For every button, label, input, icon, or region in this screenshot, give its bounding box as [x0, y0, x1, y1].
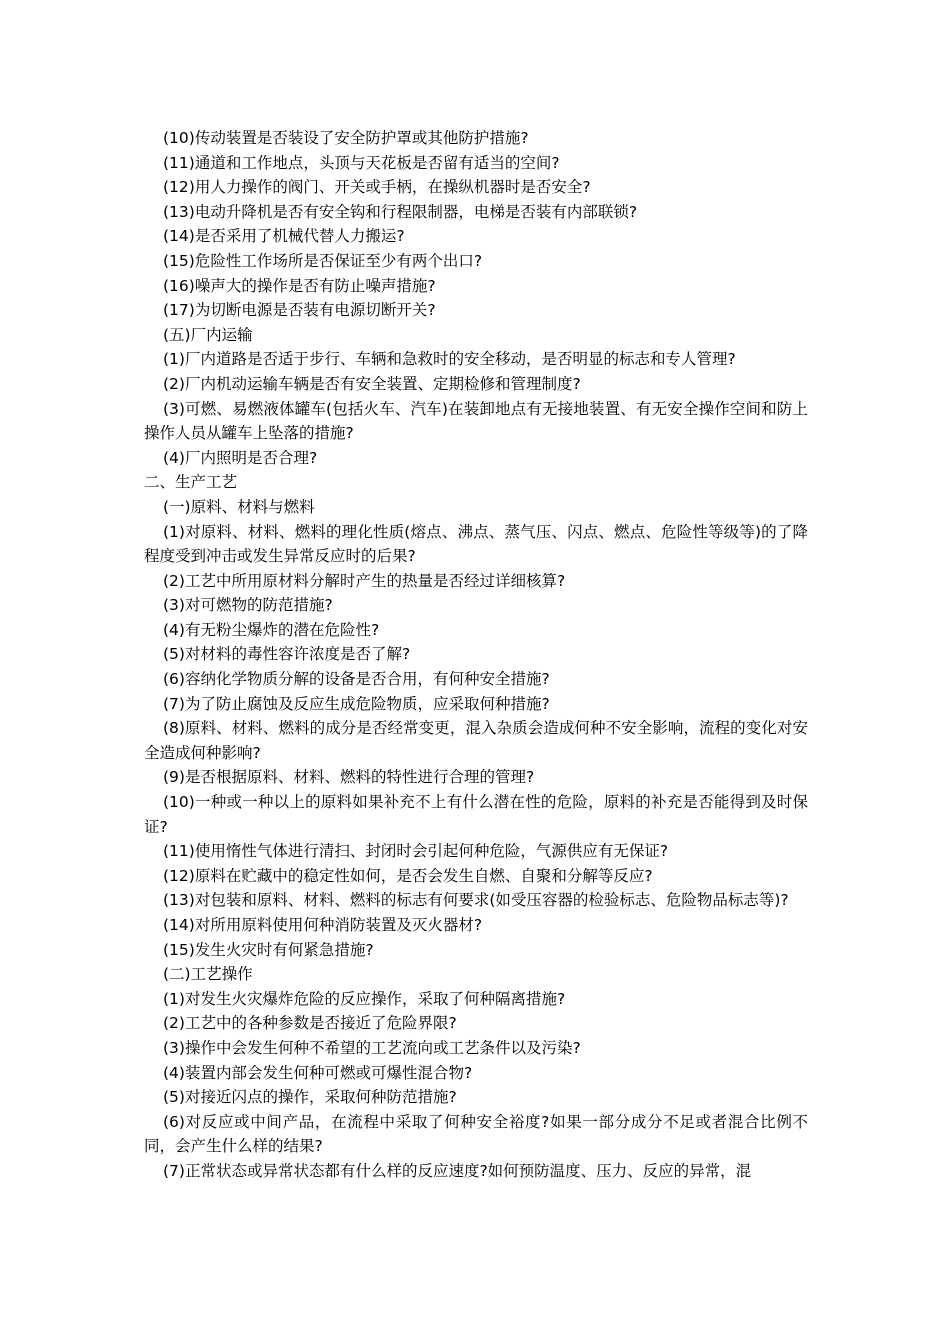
paragraph: (7)正常状态或异常状态都有什么样的反应速度?如何预防温度、压力、反应的异常，混 — [163, 1161, 752, 1180]
paragraph: (3)操作中会发生何种不希望的工艺流向或工艺条件以及污染? — [163, 1038, 581, 1057]
paragraph: (3)可燃、易燃液体罐车(包括火车、汽车)在装卸地点有无接地装置、有无安全操作空间和防上操作人员从罐车上坠落的措施? — [144, 399, 808, 443]
paragraph: (12)用人力操作的阀门、开关或手柄，在操纵机器时是否安全? — [163, 178, 591, 197]
paragraph: (12)原料在贮藏中的稳定性如何，是否会发生自燃、自聚和分解等反应? — [163, 866, 653, 885]
paragraph: (9)是否根据原料、材料、燃料的特性进行合理的管理? — [163, 768, 535, 787]
paragraph: (11)使用惰性气体进行清扫、封闭时会引起何种危险，气源供应有无保证? — [163, 842, 669, 861]
paragraph: (14)对所用原料使用何种消防装置及灭火器材? — [163, 916, 483, 934]
paragraph: (4)有无粉尘爆炸的潜在危险性? — [163, 620, 380, 639]
paragraph: (6)对反应或中间产品，在流程中采取了何种安全裕度?如果一部分成分不足或者混合比例不同，会产生什么样的结果? — [144, 1112, 808, 1156]
paragraph: (2)工艺中所用原材料分解时产生的热量是否经过详细核算? — [163, 571, 566, 590]
paragraph: (14)是否采用了机械代替人力搬运? — [163, 227, 405, 246]
paragraph: (5)对材料的毒性容许浓度是否了解? — [163, 645, 411, 664]
paragraph: (1)对发生火灾爆炸危险的反应操作，采取了何种隔离措施? — [163, 989, 566, 1008]
paragraph: (3)对可燃物的防范措施? — [163, 596, 333, 615]
paragraph: (16)噪声大的操作是否有防止噪声措施? — [163, 276, 436, 295]
paragraph: (五)厂内运输 — [163, 325, 253, 344]
paragraph: (13)电动升降机是否有安全钩和行程限制器，电梯是否装有内部联锁? — [163, 202, 638, 221]
paragraph: (1)厂内道路是否适于步行、车辆和急救时的安全移动，是否明显的标志和专人管理? — [163, 350, 736, 369]
paragraph: (1)对原料、材料、燃料的理化性质(熔点、沸点、蒸气压、闪点、燃点、危险性等级等)的了降程度受到冲击或发生异常反应时的后果? — [144, 522, 808, 566]
document-page — [144, 126, 808, 1184]
paragraph: (2)工艺中的各种参数是否接近了危险界限? — [163, 1014, 457, 1033]
section-heading: 二、生产工艺 — [144, 473, 238, 492]
paragraph: (2)厂内机动运输车辆是否有安全装置、定期检修和管理制度? — [163, 374, 581, 393]
paragraph: (二)工艺操作 — [163, 965, 253, 984]
paragraph: (10)传动装置是否装设了安全防护罩或其他防护措施? — [163, 129, 529, 147]
paragraph: (17)为切断电源是否装有电源切断开关? — [163, 301, 436, 320]
paragraph: (一)原料、材料与燃料 — [163, 497, 315, 516]
paragraph: (4)厂内照明是否合理? — [163, 448, 318, 467]
paragraph: (7)为了防止腐蚀及反应生成危险物质，应采取何种措施? — [163, 694, 550, 713]
paragraph: (11)通道和工作地点，头顶与天花板是否留有适当的空间? — [163, 153, 560, 172]
paragraph: (15)发生火灾时有何紧急措施? — [163, 940, 374, 959]
paragraph: (4)装置内部会发生何种可燃或可爆性混合物? — [163, 1063, 473, 1082]
paragraph: (15)危险性工作场所是否保证至少有两个出口? — [163, 251, 483, 270]
paragraph: (13)对包装和原料、材料、燃料的标志有何要求(如受压容器的检验标志、危险物品标志等)? — [163, 891, 789, 910]
paragraph: (5)对接近闪点的操作，采取何种防范措施? — [163, 1088, 457, 1107]
paragraph: (10)一种或一种以上的原料如果补充不上有什么潜在性的危险，原料的补充是否能得到及时保证? — [144, 793, 808, 836]
paragraph: (6)容纳化学物质分解的设备是否合用，有何种安全措施? — [163, 670, 550, 689]
paragraph: (8)原料、材料、燃料的成分是否经常变更，混入杂质会造成何种不安全影响，流程的变化对安全造成何种影响? — [144, 719, 808, 762]
